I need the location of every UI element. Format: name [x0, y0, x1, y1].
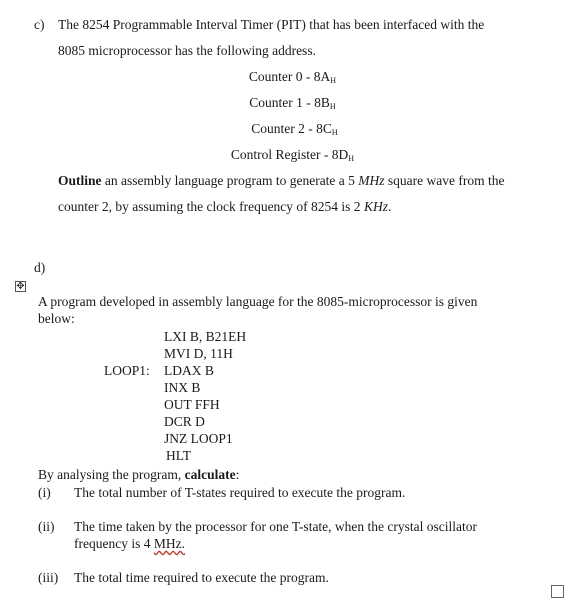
outline-line2: counter 2, by assuming the clock frequency of 8254 is 2 KHz.	[58, 199, 392, 214]
spellcheck-flag: MHz.	[153, 536, 185, 551]
code-line: LDAX B	[164, 363, 214, 378]
address-counter-1: Counter $1 - 8B_H$	[249, 95, 336, 111]
calculate-instruction: By analysing the program, calculate:	[38, 467, 240, 482]
question-number: (i)	[38, 485, 51, 500]
address-control-register: Control Register - $8D_H$	[230, 147, 355, 163]
part-d-intro-line1: A program developed in assembly language for the 8085-microprocessor is given	[38, 294, 478, 309]
question-text: The total number of T-states required to execute the program.	[74, 485, 406, 500]
code-line: HLT	[166, 448, 192, 463]
code-line: LXI B, B21EH	[164, 329, 247, 344]
part-d-intro-line2: below:	[38, 311, 75, 326]
question-text-line2: frequency is 4 MHz.	[74, 536, 185, 551]
checkbox-icon[interactable]	[551, 585, 564, 598]
code-line: JNZ LOOP1	[164, 431, 233, 446]
part-c-intro-line2: 8085 microprocessor has the following address.	[58, 43, 316, 58]
code-label: LOOP1:	[104, 363, 150, 378]
move-handle-icon[interactable]: ✥	[16, 280, 25, 292]
address-counter-2: Counter $2 - 8C_H$	[251, 121, 338, 137]
code-line: OUT FFH	[164, 397, 220, 412]
question-text: The total time required to execute the program.	[74, 570, 329, 585]
outline-line1: Outline an assembly language program to generate a 5 MHz square wave from the	[58, 173, 505, 188]
code-line: MVI D, 11H	[164, 346, 233, 361]
part-c-label: c)	[34, 17, 45, 32]
part-d-label: d)	[34, 260, 46, 275]
question-number: (ii)	[38, 519, 55, 534]
question-number: (iii)	[38, 570, 59, 585]
code-line: INX B	[164, 380, 201, 395]
part-c-intro-line1: The 8254 Programmable Interval Timer (PIT) that has been interfaced with the	[58, 17, 485, 32]
question-text: The time taken by the processor for one T-state, when the crystal oscillator	[74, 519, 478, 534]
code-line: DCR D	[164, 414, 205, 429]
address-counter-0: Counter $0 - 8A_H$	[248, 69, 337, 85]
